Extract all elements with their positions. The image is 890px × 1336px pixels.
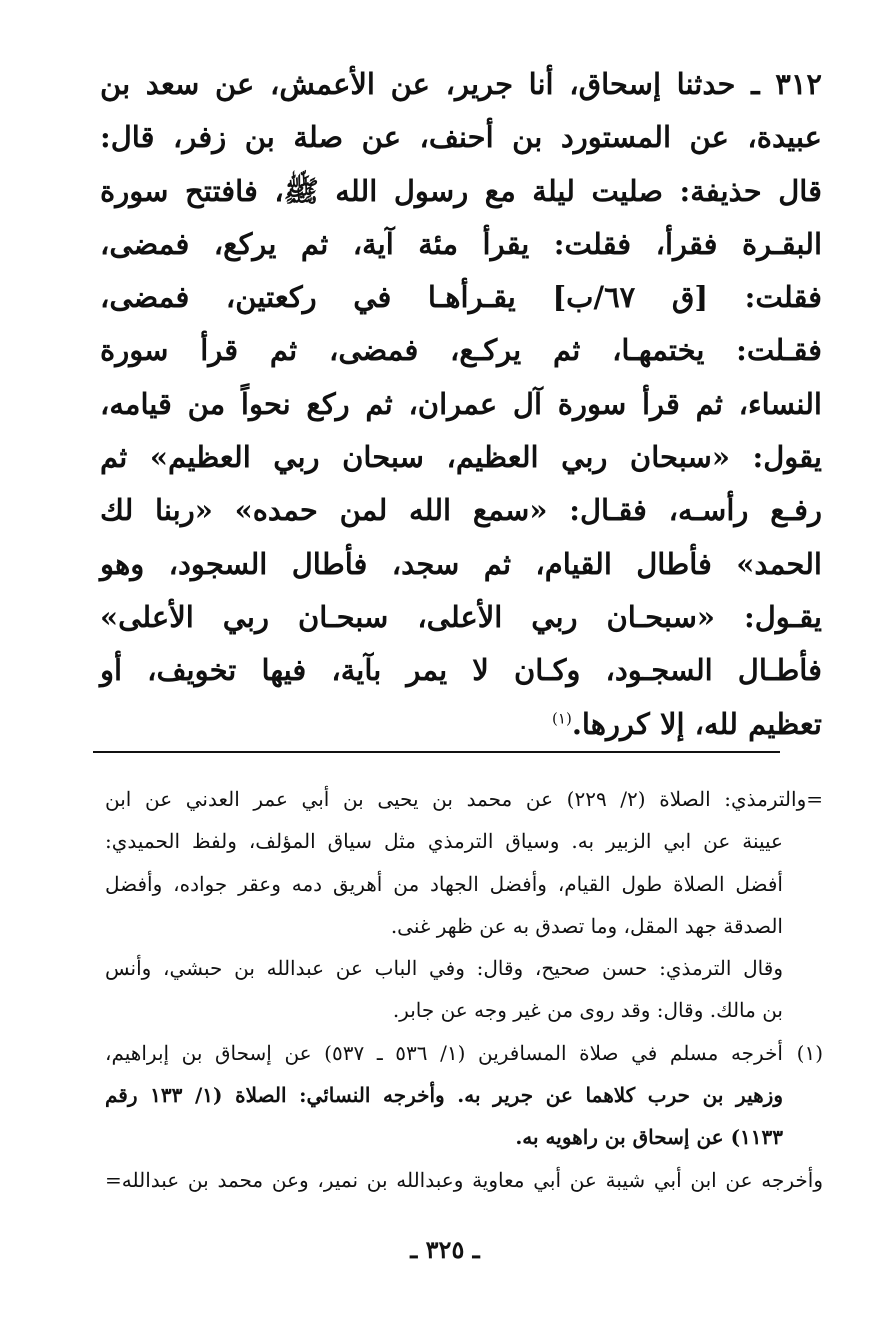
hadith-line: رفـع رأسـه، فقـال: «سمع الله لمن حمده» «ربنا لك	[100, 493, 822, 528]
footnote-line: عيينة عن ابي الزبير به. وسياق الترمذي مثل سياق المؤلف، ولفظ الحميدي:	[105, 829, 783, 854]
footnote-line: =والترمذي: الصلاة (٢/ ٢٢٩) عن محمد بن يحيى بن أبي عمر العدني عن ابن	[105, 787, 823, 811]
hadith-line: قال حذيفة: صليت ليلة مع رسول الله ﷺ، فافتتح سورة	[100, 173, 822, 208]
footnotes	[105, 778, 823, 1201]
hadith-line: فأطـال السجـود، وكـان لا يمر بآية، فيها تخويف، أو	[100, 653, 822, 688]
footnote-reference[interactable]: (١)	[552, 708, 572, 727]
footnote-line: الصدقة جهد المقل، وما تصدق به عن ظهر غنى.	[390, 913, 783, 938]
hadith-line: تعظيم لله، إلا كررها.$^{(١)}$	[552, 706, 822, 741]
hadith-line: النساء، ثم قرأ سورة آل عمران، ثم ركع نحواً من قيامه،	[100, 386, 822, 421]
hadith-text	[100, 58, 822, 751]
hadith-line: البقـرة فقرأ، فقلت: يقرأ مئة آية، ثم يركع، فمضى،	[100, 226, 822, 261]
hadith-line: فقـلت: يختمهـا، ثم يركـع، فمضى، ثم قرأ سورة	[100, 333, 822, 368]
footnote-1-marker: (١)	[796, 1040, 823, 1065]
hadith-line: فقلت: [ق ٦٧/ب] يقـرأهـا في ركعتين، فمضى،	[100, 280, 822, 315]
footnote-1-line: (١)أخرجه مسلم في صلاة المسافرين (١/ ٥٣٦ ـ ٥٣٧) عن إسحاق بن إبراهيم،	[105, 1032, 823, 1074]
footnote-line: وقال الترمذي: حسن صحيح، وقال: وفي الباب عن عبدالله بن حبشي، وأنس	[105, 956, 783, 981]
hadith-line: يقول: «سبحان ربي العظيم، سبحان ربي العظيم» ثم	[100, 440, 822, 475]
hadith-line: يقـول: «سبحـان ربي الأعلى، سبحـان ربي الأعلى»	[100, 599, 822, 634]
footnote-separator	[93, 751, 780, 753]
hadith-line: الحمد» فأطال القيام، ثم سجد، فأطال السجود، وهو	[100, 546, 822, 581]
hadith-number: ٣١٢ ـ	[751, 67, 822, 101]
footnote-line: بن مالك. وقال: وقد روى من غير وجه عن جابر.	[392, 998, 783, 1023]
page-number: ـ ٣٢٥ ـ	[410, 1235, 480, 1264]
hadith-line: ٣١٢ ـ حدثنا إسحاق، أنا جرير، عن الأعمش، عن سعد بن	[100, 67, 822, 101]
footnote-line: أفضل الصلاة طول القيام، وأفضل الجهاد من أهريق دمه وعقر جواده، وأفضل	[105, 871, 783, 896]
footnote-1-line: ١١٣٣) عن إسحاق بن راهويه به.	[515, 1125, 783, 1150]
hadith-line: عبيدة، عن المستورد بن أحنف، عن صلة بن زفر، قال:	[100, 120, 822, 155]
footnote-line: وأخرجه عن ابن أبي شيبة عن أبي معاوية وعبدالله بن نمير، وعن محمد بن عبدالله=	[105, 1167, 823, 1192]
footnote-1-line: وزهير بن حرب كلاهما عن جرير به. وأخرجه النسائي: الصلاة (١/ ١٣٣ رقم	[105, 1083, 783, 1108]
